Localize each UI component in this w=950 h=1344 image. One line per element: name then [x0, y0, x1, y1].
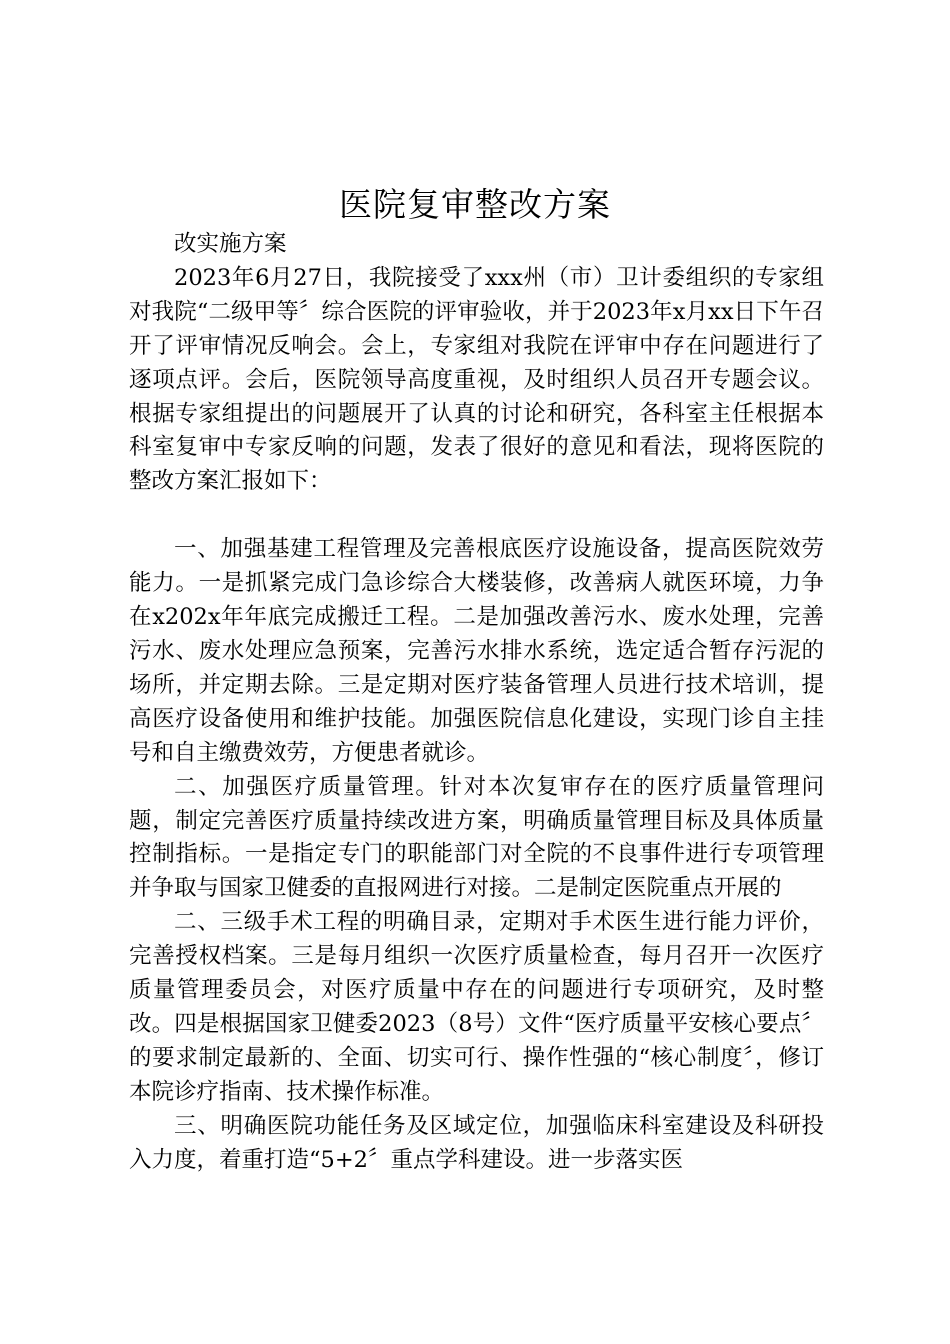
paragraph-gap: [129, 499, 824, 533]
paragraph-section-1: 一、加强基建工程管理及完善根底医疗设施设备，提高医院效劳能力。一是抓紧完成门急诊综合大楼装修，改善病人就医环境，力争在x202x年年底完成搬迁工程。二是加强改善污水、废水处理，完善污水、废水处理应急预案，完善污水排水系统，选定适合暂存污泥的场所，并定期去除。三是定期对医疗装备管理人员进行技术培训，提高医疗设备使用和维护技能。加强医院信息化建设，实现门诊自主挂号和自主缴费效劳，方便患者就诊。: [129, 536, 824, 766]
paragraph-section-2-continued: 二、三级手术工程的明确目录，定期对手术医生进行能力评价，完善授权档案。三是每月组织一次医疗质量检查，每月召开一次医疗质量管理委员会，对医疗质量中存在的问题进行专项研究，及时整改。四是根据国家卫健委2023（8号）文件“医疗质量平安核心要点〞的要求制定最新的、全面、切实可行、操作性强的“核心制度〞，修订本院诊疗指南、技术操作标准。: [129, 909, 824, 1105]
paragraph-intro: 2023年6月27日，我院接受了xxx州（市）卫计委组织的专家组对我院“二级甲等〞综合医院的评审验收，并于2023年x月xx日下午召开了评审情况反响会。会上，专家组对我院在评审中存在问题进行了逐项点评。会后，医院领导高度重视，及时组织人员召开专题会议。根据专家组提出的问题展开了认真的讨论和研究，各科室主任根据本科室复审中专家反响的问题，发表了很好的意见和看法，现将医院的整改方案汇报如下：: [129, 264, 824, 495]
document-title: 医院复审整改方案: [339, 185, 611, 224]
document-body: [129, 228, 824, 1177]
paragraph-subtitle: 改实施方案: [174, 231, 287, 257]
paragraph-section-2: 二、加强医疗质量管理。针对本次复审存在的医疗质量管理问题，制定完善医疗质量持续改进方案，明确质量管理目标及具体质量控制指标。一是指定专门的职能部门对全院的不良事件进行专项管理并争取与国家卫健委的直报网进行对接。二是制定医院重点开展的: [129, 773, 824, 902]
paragraph-section-3: 三、明确医院功能任务及区域定位，加强临床科室建设及科研投入力度，着重打造“5+2〞重点学科建设。进一步落实医: [129, 1112, 824, 1173]
